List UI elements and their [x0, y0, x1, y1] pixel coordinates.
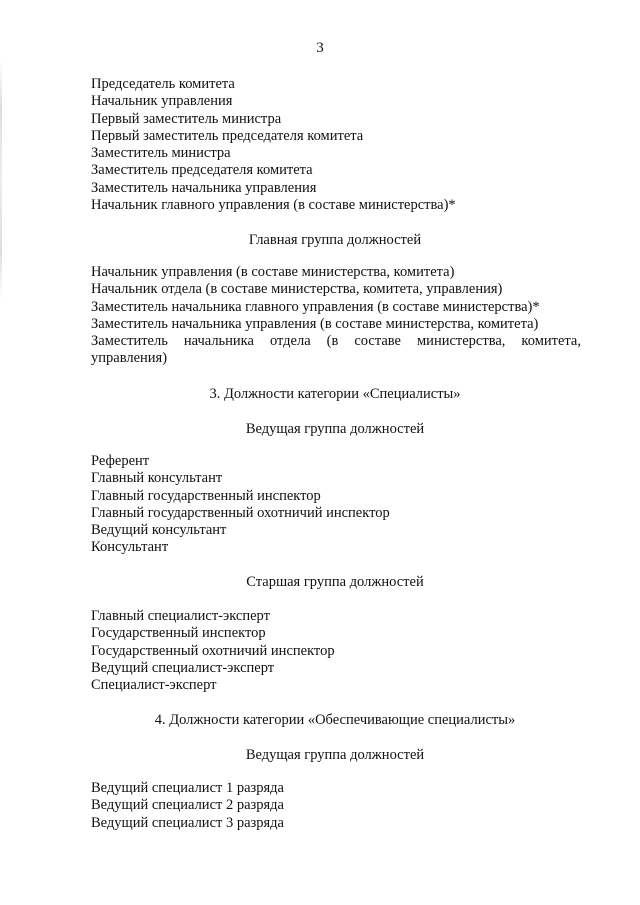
list-item: Первый заместитель министра: [91, 110, 282, 127]
list-item: Заместитель начальника управления (в составе министерства, комитета): [91, 315, 539, 332]
list-item: Начальник отдела (в составе министерства, комитета, управления): [91, 281, 503, 298]
list-item: Ведущий специалист-эксперт: [91, 659, 275, 676]
page-number: 3: [316, 40, 324, 56]
list-item: Председатель комитета: [91, 76, 235, 92]
positions-list-specialists-lead: [91, 453, 581, 557]
list-item: Заместитель председателя комитета: [91, 162, 313, 179]
list-item: Начальник главного управления (в составе министерства)*: [91, 197, 456, 214]
list-item: Заместитель начальника отдела (в составе министерства, комитета, управления): [91, 333, 581, 367]
list-item: Ведущий специалист 1 разряда: [91, 780, 284, 796]
section-4-title: 4. Должности категории «Обеспечивающие специалисты»: [154, 712, 516, 728]
list-item: Заместитель начальника управления: [91, 179, 317, 196]
list-item: Начальник управления: [91, 93, 233, 110]
heading-lead-group-specialists: Ведущая группа должностей: [245, 421, 425, 437]
positions-list-top: [91, 76, 581, 214]
list-item: Референт: [91, 453, 150, 469]
positions-list-main-group: [91, 264, 581, 368]
list-item: Заместитель начальника главного управления (в составе министерства)*: [91, 298, 540, 315]
list-item: Ведущий специалист 3 разряда: [91, 814, 284, 831]
list-item: Государственный охотничий инспектор: [91, 642, 335, 659]
section-3-title: 3. Должности категории «Специалисты»: [209, 386, 461, 402]
list-item: Ведущий консультант: [91, 522, 227, 539]
list-item: Специалист-эксперт: [91, 677, 217, 694]
list-item: Ведущий специалист 2 разряда: [91, 797, 284, 814]
positions-list-specialists-senior: [91, 608, 581, 694]
list-item: Заместитель министра: [91, 145, 231, 162]
list-item: Начальник управления (в составе министерства, комитета): [91, 264, 455, 280]
list-item: Первый заместитель председателя комитета: [91, 127, 364, 144]
list-item: Главный консультант: [91, 470, 223, 487]
heading-main-group: Главная группа должностей: [248, 232, 422, 248]
list-item: Консультант: [91, 539, 169, 556]
heading-lead-group-support: Ведущая группа должностей: [245, 747, 425, 763]
list-item: Главный государственный инспектор: [91, 487, 321, 504]
positions-list-support-lead: [91, 780, 581, 832]
list-item: Государственный инспектор: [91, 625, 266, 642]
heading-senior-group: Старшая группа должностей: [246, 574, 424, 590]
scan-edge-shadow: [0, 60, 2, 300]
list-item: Главный государственный охотничий инспектор: [91, 504, 390, 521]
list-item: Главный специалист-эксперт: [91, 608, 270, 624]
